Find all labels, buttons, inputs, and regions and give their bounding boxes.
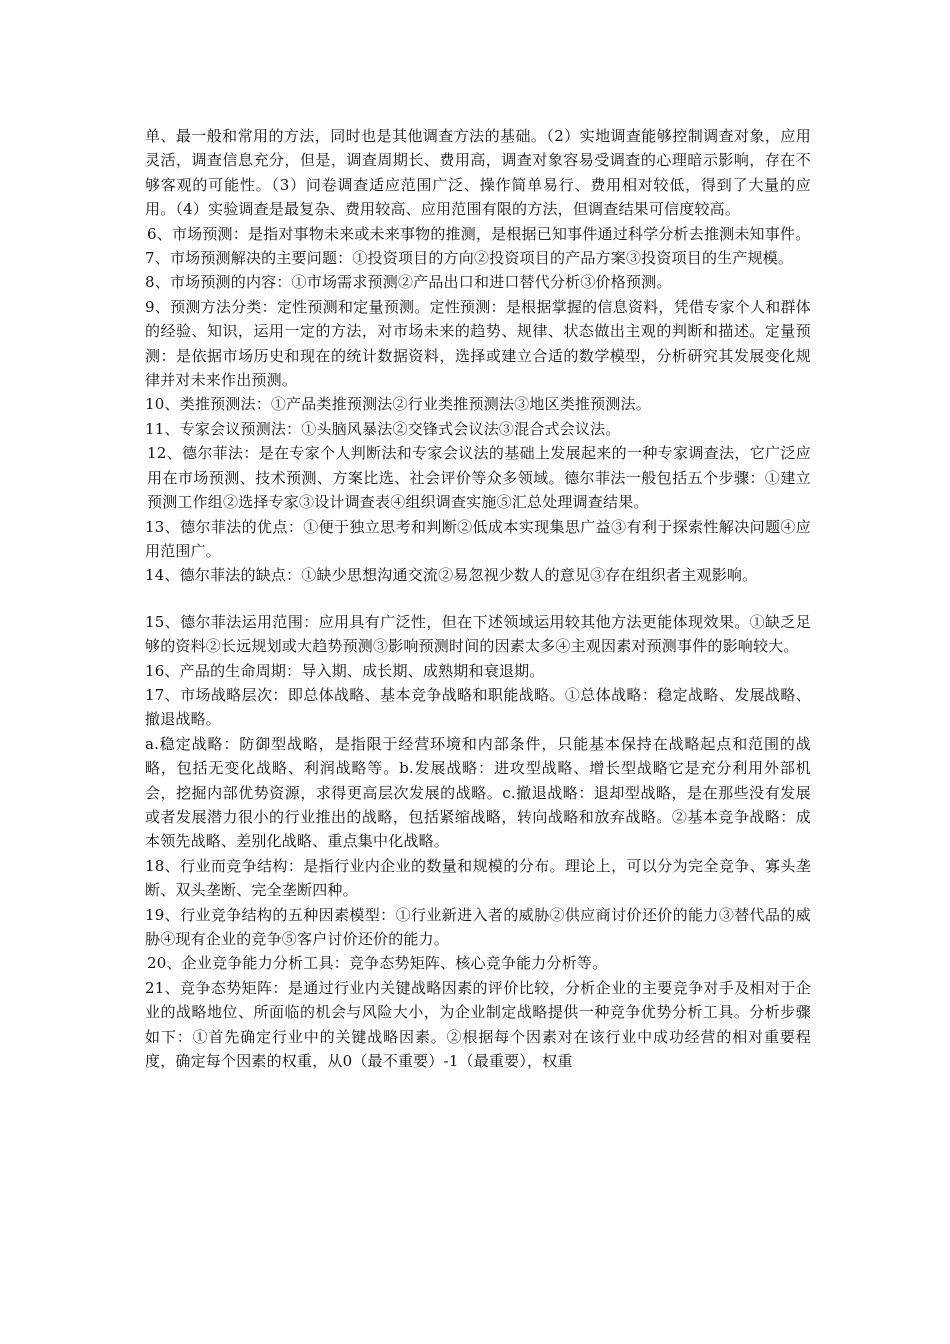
paragraph-17-strategy-levels: 17、市场战略层次：即总体战略、基本竞争战略和职能战略。①总体战略：稳定战略、发展战略、撤退战略。 <box>145 685 811 729</box>
paragraph-12-delphi: 12、德尔菲法：是在专家个人判断法和专家会议法的基础上发展起来的一种专家调查法，它广泛应用在市场预测、技术预测、方案比选、社会评价等众多领域。德尔菲法一般包括五个步骤：①建立预测工作组②选择专家③设计调查表④组织调查实施⑤汇总处理调查结果。 <box>147 444 811 512</box>
blank-line <box>145 588 811 610</box>
paragraph-11-expert-meeting: 11、专家会议预测法：①头脑风暴法②交锋式会议法③混合式会议法。 <box>145 419 621 438</box>
paragraph-20-analysis-tools: 20、企业竞争能力分析工具：竞争态势矩阵、核心竞争能力分析等。 <box>147 954 608 973</box>
paragraph-14-delphi-cons: 14、德尔菲法的缺点：①缺少思想沟通交流②易忽视少数人的意见③存在组织者主观影响。 <box>145 566 758 585</box>
paragraph-7-main-problems: 7、市场预测解决的主要问题：①投资项目的方向②投资项目的产品方案③投资项目的生产规模。 <box>145 249 794 268</box>
paragraph-13-delphi-pros: 13、德尔菲法的优点：①便于独立思考和判断②低成本实现集思广益③有利于探索性解决问题④应用范围广。 <box>145 517 811 560</box>
paragraph-9-method-classification: 9、预测方法分类：定性预测和定量预测。定性预测：是根据掌握的信息资料，凭借专家个人和群体的经验、知识，运用一定的方法，对市场未来的趋势、规律、状态做出主观的判断和描述。定量预测：是依据市场历史和现在的统计数据资料，选择或建立合适的数学模型，分析研究其发展变化规律并对未来作出预测。 <box>145 297 811 390</box>
paragraph-strategy-types: a.稳定战略：防御型战略，是指限于经营环境和内部条件，只能基本保持在战略起点和范围的战略，包括无变化战略、利润战略等。b.发展战略：进攻型战略、增长型战略它是充分利用外部机会，挖掘内部优势资源，求得更高层次发展的战略。c.撤退战略：退却型战略，是在那些没有发展或者发展潜力很小的行业推出的战略，包括紧缩战略，转向战略和放弃战略。②基本竞争战略：成本领先战略、差别化战略、重点集中化战略。 <box>145 734 811 851</box>
paragraph-survey-methods: 单、最一般和常用的方法，同时也是其他调查方法的基础。（2）实地调查能够控制调查对象，应用灵活，调查信息充分，但是，调查周期长、费用高，调查对象容易受调查的心理暗示影响，存在不够客观的可能性。（3）问卷调查适应范围广泛、操作简单易行、费用相对较低，得到了大量的应用。（4）实验调查是最复杂、费用较高、应用范围有限的方法，但调查结果可信度较高。 <box>145 127 811 219</box>
paragraph-21-competitive-matrix: 21、竞争态势矩阵：是通过行业内关键战略因素的评价比较，分析企业的主要竞争对手及相对于企业的战略地位、所面临的机会与风险大小，为企业制定战略提供一种竞争优势分析工具。分析步骤如下：①首先确定行业中的关键战略因素。②根据每个因素对在该行业中成功经营的相对重要程度，确定每个因素的权重，从0（最不重要）-1（最重要），权重 <box>145 978 811 1071</box>
paragraph-19-five-forces: 19、行业竞争结构的五种因素模型：①行业新进入者的威胁②供应商讨价还价的能力③替代品的威胁④现有企业的竞争⑤客户讨价还价的能力。 <box>145 905 811 948</box>
paragraph-6-market-forecast: 6、市场预测：是指对事物未来或未来事物的推测，是根据已知事件通过科学分析去推测未知事件。 <box>147 224 811 243</box>
paragraph-10-analogy-method: 10、类推预测法：①产品类推预测法②行业类推预测法③地区类推预测法。 <box>145 395 651 414</box>
paragraph-8-forecast-content: 8、市场预测的内容：①市场需求预测②产品出口和进口替代分析③价格预测。 <box>145 273 672 292</box>
paragraph-18-competition-structure: 18、行业而竞争结构：是指行业内企业的数量和规模的分布。理论上，可以分为完全竞争、寡头垄断、双头垄断、完全垄断四种。 <box>145 856 811 900</box>
document-page <box>145 124 811 1073</box>
paragraph-15-delphi-scope: 15、德尔菲法运用范围：应用具有广泛性，但在下述领域运用较其他方法更能体现效果。①缺乏足够的资料②长远规划或大趋势预测③影响预测时间的因素太多④主观因素对预测事件的影响较大。 <box>145 612 811 656</box>
paragraph-16-product-lifecycle: 16、产品的生命周期：导入期、成长期、成熟期和衰退期。 <box>145 661 545 680</box>
